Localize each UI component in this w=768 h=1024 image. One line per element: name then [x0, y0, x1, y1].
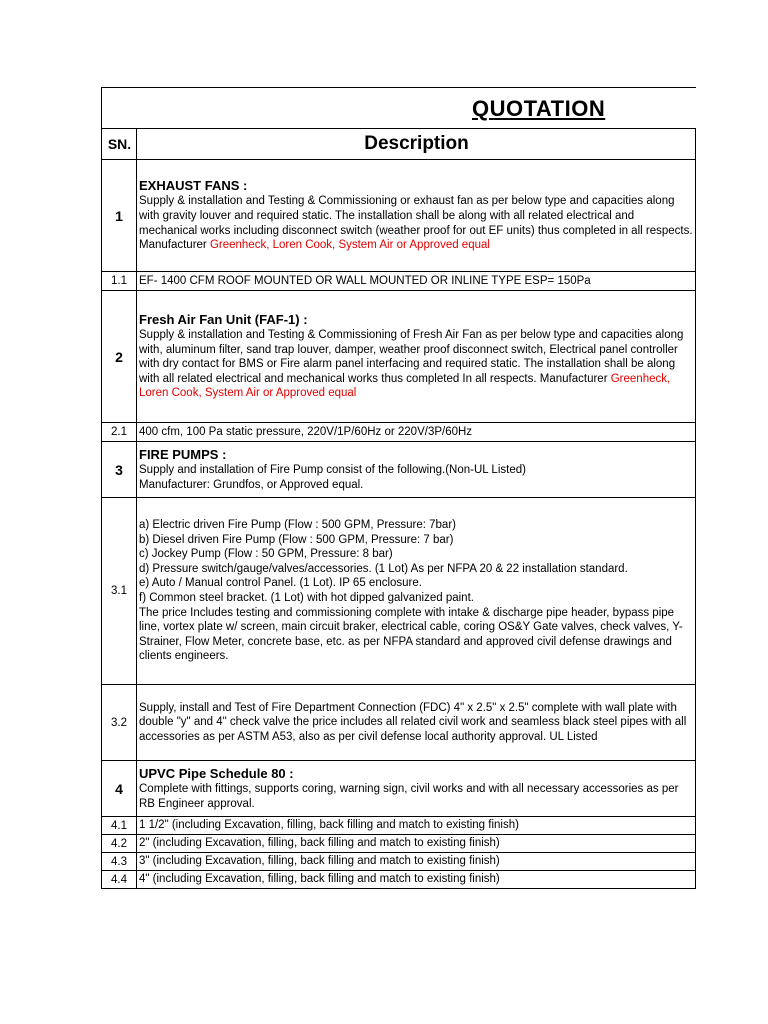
section-heading: FIRE PUMPS :: [139, 446, 227, 462]
table-row: [102, 160, 696, 272]
price-note: The price Includes testing and commissioning complete with intake & discharge pipe header, bypass pipe line, vortex plate w/ screen, main circuit braker, electrical cable, coring OS&Y Gate valves, check valves, Y-Strainer, Flow Meter, concrete base, etc. as per NFPA standard and approved civil defense drawings and clients engineers.: [139, 606, 683, 663]
section-text: Supply and installation of Fire Pump consist of the following.(Non-UL Listed): [139, 463, 526, 476]
row-number: 3: [102, 442, 137, 498]
row-number: 4.3: [102, 853, 137, 871]
list-item: b) Diesel driven Fire Pump (Flow : 500 GPM, Pressure: 7 bar): [139, 533, 454, 546]
title-row: [102, 88, 696, 129]
sn-header: SN.: [102, 129, 137, 160]
table-row: [102, 761, 696, 817]
row-description: [137, 291, 696, 423]
list-item: d) Pressure switch/gauge/valves/accessories. (1 Lot) As per NFPA 20 & 22 installation standard.: [139, 562, 628, 575]
table-row: [102, 442, 696, 498]
section-text: Supply & installation and Testing & Commissioning of Fresh Air Fan as per below type and capacities along with, aluminum filter, sand trap louver, damper, weather proof disconnect switch, Electrical panel controller with dry contact for BMS or Fire alarm panel interfacing and required static. The installation shall be along with all related electrical and mechanical works thus completed In all respects. Manufacturer: [139, 329, 684, 385]
row-number: 2.1: [102, 423, 137, 442]
row-number: 4.4: [102, 871, 137, 889]
section-text: Supply & installation and Testing & Commissioning or exhaust fan as per below type and capacities along with gravity louver and required static. The installation shall be along with all related electrical and mechanical works including disconnect switch (weather proof for out EF units) thus completed in all respects. Manufacturer: [139, 195, 693, 252]
row-number: 2: [102, 291, 137, 423]
row-number: 1: [102, 160, 137, 272]
quotation-sheet: [101, 87, 695, 889]
table-row: [102, 871, 696, 889]
row-number: 3.1: [102, 498, 137, 685]
section-text: Complete with fittings, supports coring, warning sign, civil works and with all necessary accessories as per RB Engineer approval.: [139, 782, 679, 810]
table-row: [102, 423, 696, 442]
manufacturer-text: Greenheck, Loren Cook, System Air or Approved equal: [209, 239, 490, 252]
description-header: Description: [137, 129, 696, 160]
row-description: [137, 442, 696, 498]
row-number: 3.2: [102, 685, 137, 761]
table-row: [102, 817, 696, 835]
table-row: [102, 835, 696, 853]
row-description: 1 1/2" (including Excavation, filling, back filling and match to existing finish): [137, 817, 696, 835]
row-description: [137, 160, 696, 272]
row-number: 4: [102, 761, 137, 817]
list-item: a) Electric driven Fire Pump (Flow : 500 GPM, Pressure: 7bar): [139, 519, 456, 532]
table-row: [102, 853, 696, 871]
section-heading: Fresh Air Fan Unit (FAF-1) :: [139, 312, 308, 328]
table-row: [102, 685, 696, 761]
list-item: c) Jockey Pump (Flow : 50 GPM, Pressure: 8 bar): [139, 548, 393, 561]
table-row: [102, 291, 696, 423]
quotation-table: [101, 87, 696, 889]
row-description: [137, 498, 696, 685]
table-row: [102, 272, 696, 291]
row-description: [137, 761, 696, 817]
list-item: e) Auto / Manual control Panel. (1 Lot). IP 65 enclosure.: [139, 577, 422, 590]
page-title: QUOTATION: [472, 96, 606, 121]
manufacturer-line: Manufacturer: Grundfos, or Approved equal.: [139, 478, 364, 491]
row-number: 4.1: [102, 817, 137, 835]
list-item: f) Common steel bracket. (1 Lot) with hot dipped galvanized paint.: [139, 592, 474, 604]
row-description: 2" (including Excavation, filling, back filling and match to existing finish): [137, 835, 696, 853]
row-description: 4" (including Excavation, filling, back filling and match to existing finish): [137, 871, 696, 889]
table-row: [102, 498, 696, 685]
row-number: 4.2: [102, 835, 137, 853]
row-description: Supply, install and Test of Fire Department Connection (FDC) 4" x 2.5" x 2.5" complete with wall plate with double "y" and 4" check valve the price includes all related civil work and seamless black steel pipes with all accessories as per ASTM A53, also as per civil defense local authority approval. UL Listed: [137, 685, 696, 761]
row-number: 1.1: [102, 272, 137, 291]
row-description: 400 cfm, 100 Pa static pressure, 220V/1P/60Hz or 220V/3P/60Hz: [137, 423, 696, 442]
header-row: [102, 129, 696, 160]
row-description: 3" (including Excavation, filling, back filling and match to existing finish): [137, 853, 696, 871]
row-description: EF- 1400 CFM ROOF MOUNTED OR WALL MOUNTED OR INLINE TYPE ESP= 150Pa: [137, 272, 696, 291]
section-heading: EXHAUST FANS :: [139, 178, 248, 194]
section-heading: UPVC Pipe Schedule 80 :: [139, 765, 294, 781]
manufacturer-text: Greenheck, Loren Cook, System Air or Approved equal: [139, 372, 671, 400]
